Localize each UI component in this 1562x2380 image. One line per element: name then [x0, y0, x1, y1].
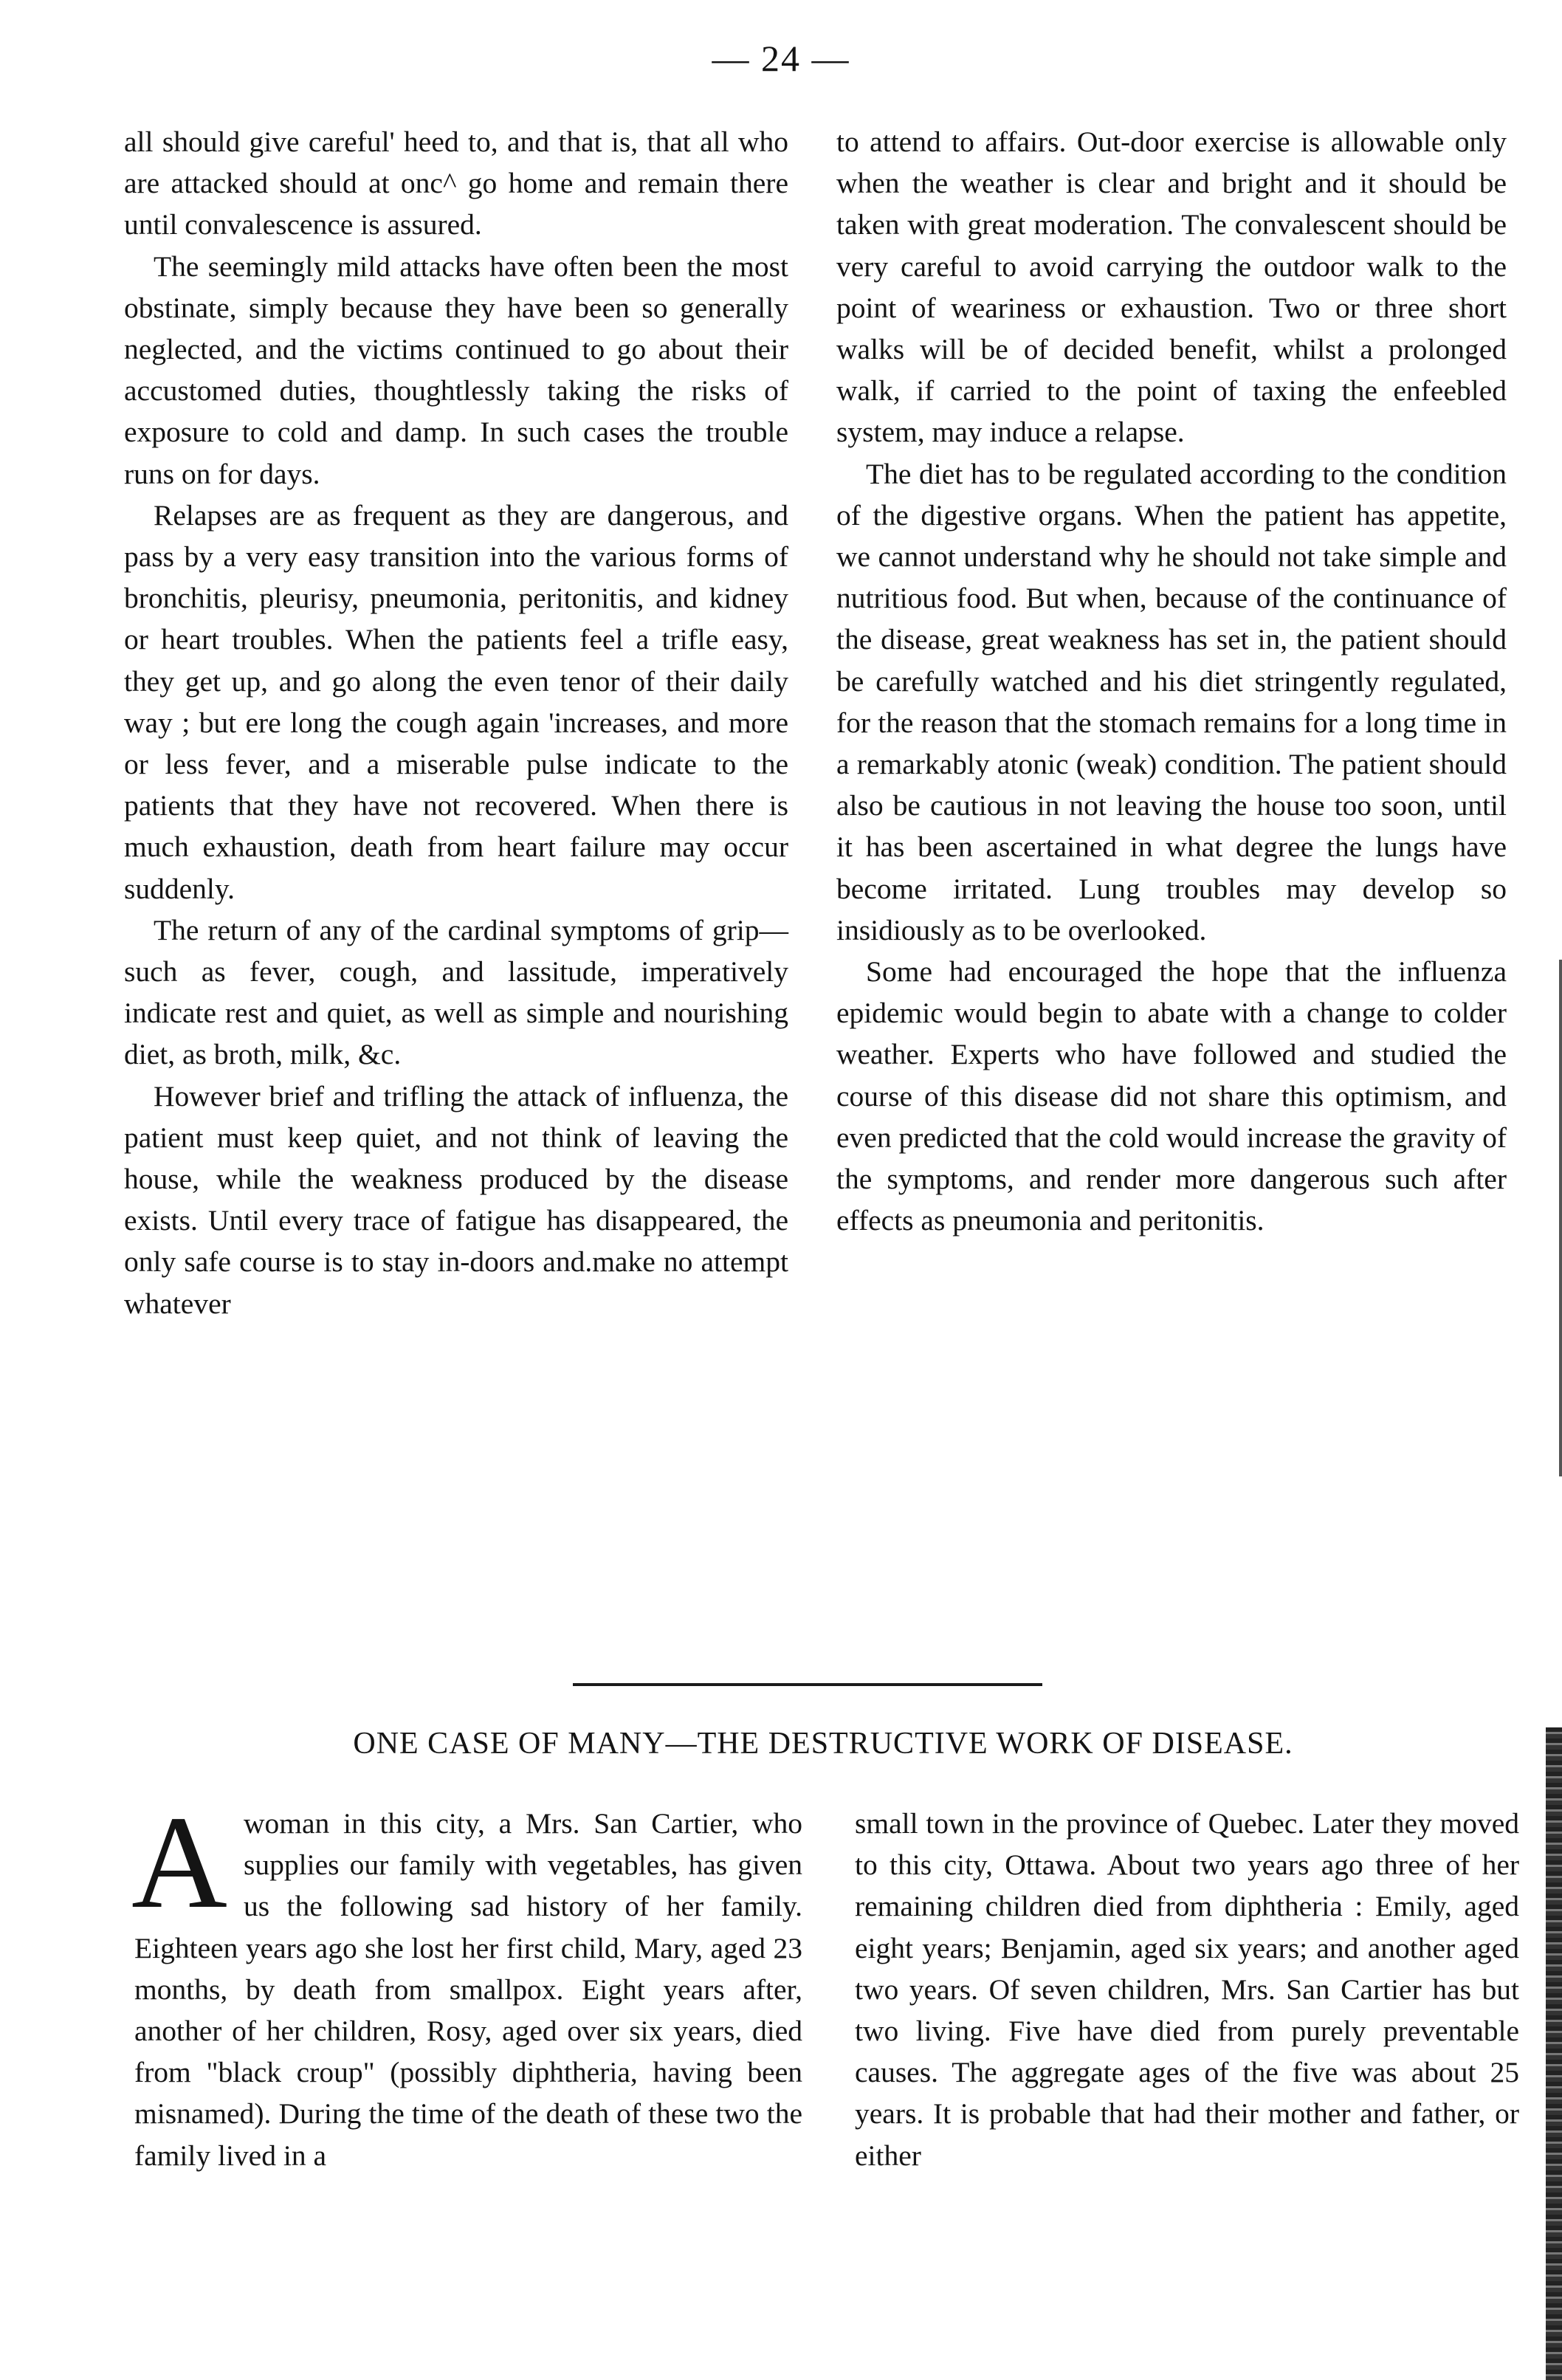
page-number: — 24 —	[712, 38, 850, 79]
paragraph: Relapses are as frequent as they are dangerous, and pass by a very easy transition into the various forms of bronchitis, pleurisy, pneumonia, peritonitis, and kidney or heart troubles. When the patients feel a trifle easy, they get up, and go along the even tenor of their daily way ; but ere long the cough again 'increases, and more or less fever, and a miserable pulse indicate to the patients that they have not recovered. When there is much exhaustion, death from heart failure may occur suddenly.	[124, 498, 788, 905]
drop-cap: A	[131, 1789, 227, 1936]
paragraph: all should give careful' heed to, and that is, that all who are attacked should at onc^ go home and remain there until convalescence is assured.	[124, 125, 788, 241]
paragraph	[131, 1789, 802, 2176]
section-divider	[573, 1683, 1042, 1686]
paragraph: small town in the province of Quebec. Later they moved to this city, Ottawa. About two years ago three of her remaining children died from diphtheria : Emily, aged eight years; Benjamin, aged six years; and another aged two years. Of seven children, Mrs. San Cartier has but two living. Five have died from purely preventable causes. The aggregate ages of the five was about 25 years. It is probable that had their mother and father, or either	[855, 1807, 1519, 2172]
top-right-column	[836, 121, 1507, 1241]
paragraph: However brief and trifling the attack of influenza, the patient must keep quiet, and not think of leaving the house, while the weakness produced by the disease exists. Until every trace of fatigue has disappeared, the only safe course is to stay in-doors and.make no attempt whatever	[124, 1079, 788, 1320]
scan-edge-line	[1559, 960, 1562, 1476]
paragraph: to attend to affairs. Out-door exercise is allowable only when the weather is clear and bright and it should be taken with great moderation. The convalescent should be very careful to avoid carrying the outdoor walk to the point of weariness or exhaustion. Two or three short walks will be of decided benefit, whilst a prolonged walk, if carried to the point of taxing the enfeebled system, may induce a relapse.	[836, 125, 1507, 449]
bottom-left-column	[131, 1789, 802, 2176]
paragraph: The diet has to be regulated according to the condition of the digestive organs. When the patient has appetite, we cannot understand why he should not take simple and nutritious food. But when, because of the continuance of the disease, great weakness has set in, the patient should be carefully watched and his diet stringently regulated, for the reason that the stomach remains for a long time in a remarkably atonic (weak) condition. The patient should also be cautious in not leaving the house too soon, until it has been ascertained in what degree the lungs have become irritated. Lung troubles may develop so insidiously as to be overlooked.	[836, 457, 1507, 946]
scan-edge-artifact	[1546, 1727, 1562, 2380]
section-heading: ONE CASE OF MANY—THE DESTRUCTIVE WORK OF DISEASE.	[353, 1727, 1293, 1761]
bottom-right-column	[855, 1803, 1519, 2176]
paragraph: Some had encouraged the hope that the influenza epidemic would begin to abate with a change to colder weather. Experts who have followed and studied the course of this disease did not share this optimism, and even predicted that the cold would increase the gravity of the symptoms, and render more dangerous such after effects as pneumonia and peritonitis.	[836, 955, 1507, 1237]
paragraph: The seemingly mild attacks have often been the most obstinate, simply because they have been so generally neglected, and the victims continued to go about their accustomed duties, thoughtlessly taking the risks of exposure to cold and damp. In such cases the trouble runs on for days.	[124, 250, 788, 490]
paragraph: The return of any of the cardinal symptoms of grip—such as fever, cough, and lassitude, imperatively indicate rest and quiet, as well as simple and nourishing diet, as broth, milk, &c.	[124, 913, 788, 1071]
top-left-column	[124, 121, 788, 1324]
paragraph-text: woman in this city, a Mrs. San Cartier, who supplies our family with vegetables, has given us the following sad history of her family. Eighteen years ago she lost her first child, Mary, aged 23 months, by death from smallpox. Eight years after, another of her children, Rosy, aged over six years, died from "black croup" (possibly diphtheria, having been misnamed). During the time of the death of these two the family lived in a	[134, 1807, 802, 2172]
